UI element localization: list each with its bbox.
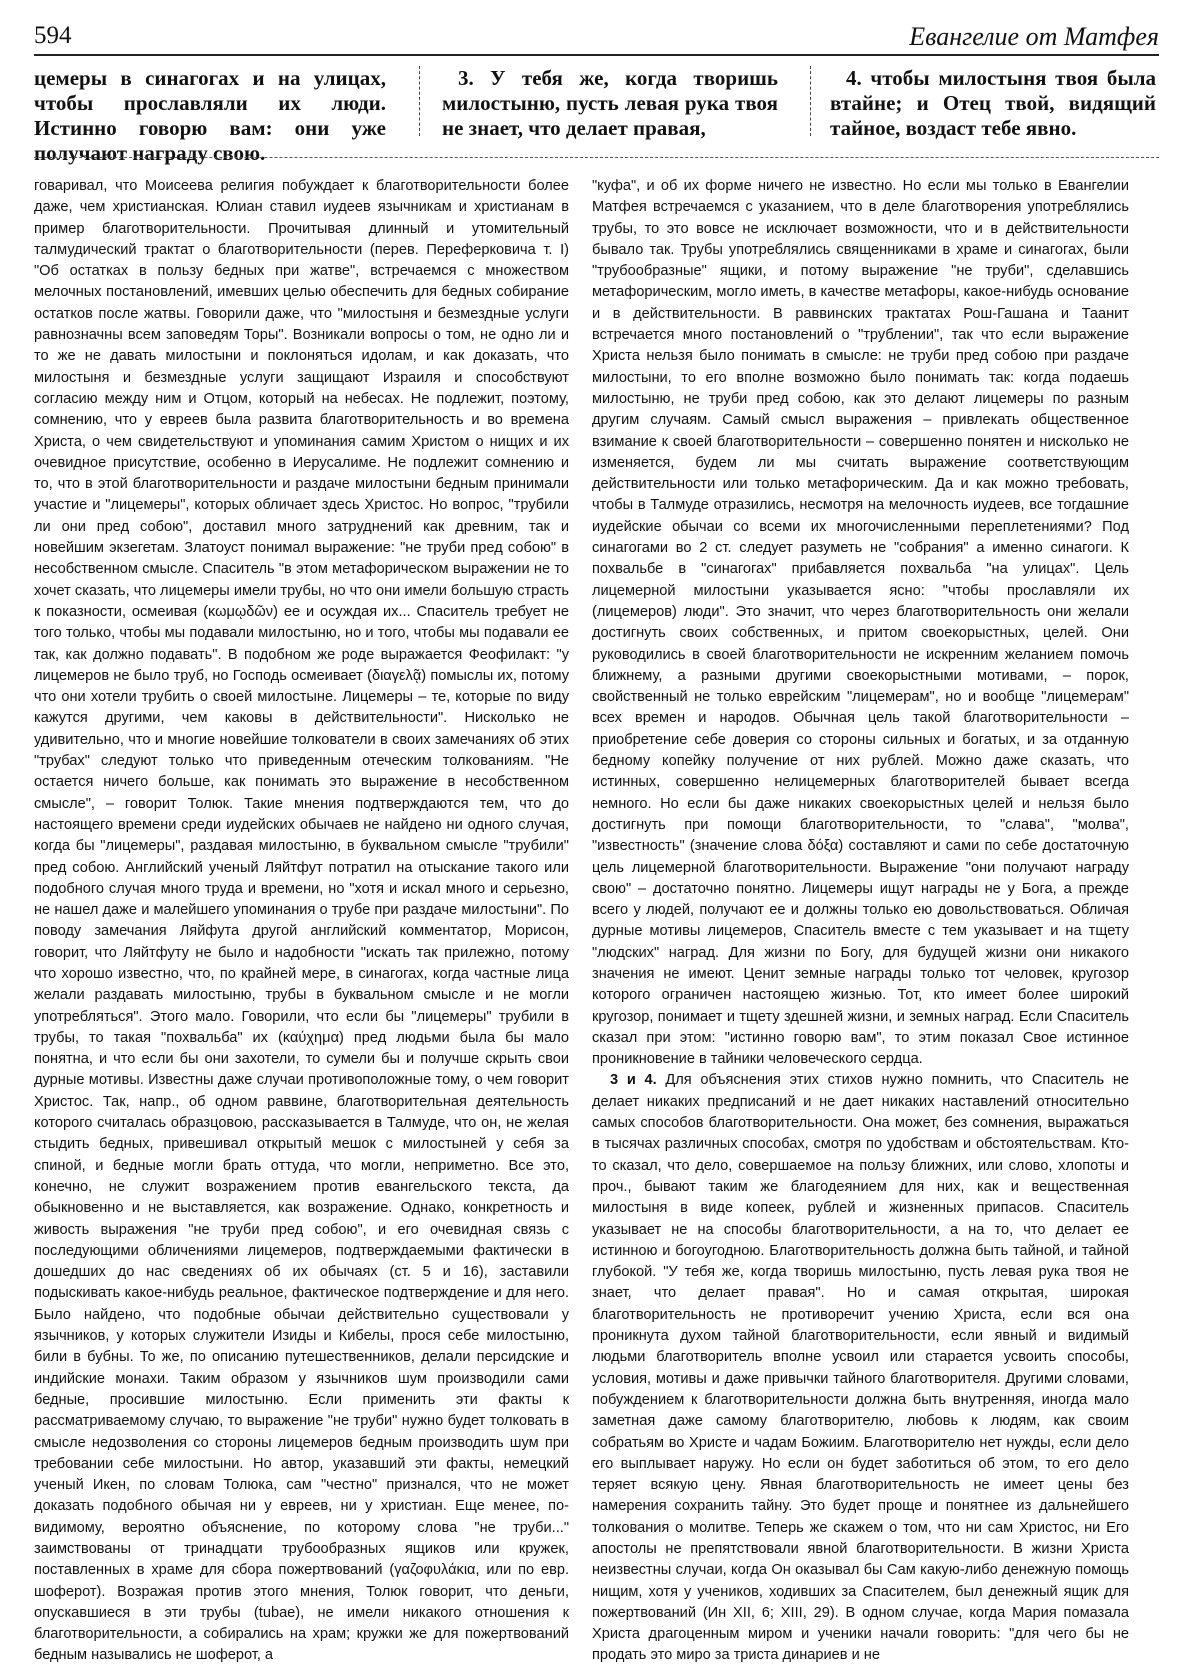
- verse-separator: [419, 66, 420, 136]
- commentary-paragraph: говаривал, что Моисеева религия побуждает к благотворительности более даже, чем христианская. Юлиан ставил иудеев язычникам и христианам в пример благотворительности. Прочитывая длинный и утомительный талмудический трактат о благотворительности (перев. Переферковича т. I) "Об остатках в пользу бедных при жатве", встречаемся с множеством мелочных постановлений, имевших целью обеспечить для бедных собирание остатков после жатвы. Говорили даже, что "милостыня и безмездные услуги равнозначны всем заповедям Торы". Возникали вопросы о том, не одно ли и то же не давать милостыни и поклоняться идолам, и как доказать, что милостыня и безмездные услуги защищают Израиля и способствуют согласию между ним и Отцом, который на небесах. Не подлежит, поэтому, сомнению, что у евреев была развита благотворительность и во времена Христа, о чем свидетельствуют и упоминания самим Христом о нищих и их очевидное присутствие, особенно в Иерусалиме. Не подлежит сомнению и то, что в этой благотворительности и раздаче милостыни бедным принимали участие и "лицемеры", которых обличает здесь Христос. Но вопрос, "трубили ли они пред собою", доставил много затруднений как древним, так и новейшим экзегетам. Златоуст понимал выражение: "не труби пред собою" в несобственном смысле. Спаситель "в этом метафорическом выражении не то хочет сказать, что лицемеры имели трубы, но что они имели большую страсть к показности, осмеивая (κωμῳδῶν) ее и осуждая их... Спаситель требует не того только, чтобы мы подавали милостыню, но и того, чтобы мы подавали ее так, как должно подавать". В подобном же роде выражается Феофилакт: "у лицемеров не было труб, но Господь осмеивает (διαγελᾷ) помыслы их, потому что они хотели трубить о своей милостыне. Лицемеры – те, которые по виду кажутся другими, чем каковы в действительности". Нисколько не удивительно, что и многие новейшие толкователи в своих замечаниях об этих "трубах" следуют только что приведенным отеческим толкованиям. "Не остается ничего больше, как понимать это выражение в несобственном смысле", – говорит Толюк. Такие мнения подтверждаются тем, что до настоящего времени среди иудейских обычаев не найдено ни одного случая, когда бы "лицемеры", раздавая милостыню, в буквальном смысле "трубили" пред собою. Английский ученый Ляйтфут потратил на отыскание такого или подобного случая много труда и времени, но "хотя и искал много и серьезно, не нашел даже и малейшего упоминания о трубе при раздаче милостыни". По поводу замечания Ляйфута другой английский комментатор, Морисон, говорит, что Ляйтфуту не было и надобности "искать так прилежно, потому что хорошо известно, что, по крайней мере, в синагогах, когда частные лица желали раздавать милостыню, трубы в буквальном смысле и не могли употребляться". Этого мало. Говорили, что если бы "лицемеры" трубили в трубы, то такая "похвальба" их (καύχημα) пред людьми была бы мало понятна, и что если бы они захотели, то сумели бы и получше скрыть свои дурные мотивы. Известны даже случаи противоположные тому, о чем говорит Христос. Так, напр., об одном раввине, благотворительная деятельность которого считалась образцовою, рассказывается в Талмуде, что он, не желая стыдить бедных, привешивал открытый мешок с милостыней у себя за спиной, и бедные могли брать оттуда, что могли, неприметно. Все это, конечно, не служит возражением против евангельского текста, да обыкновенно и не выставляется, как возражение. Однако, конкретность и живость выражения "не труби пред собою", и его очевидная связь с последующими обличениями лицемеров, подтверждаемыми фактически в дошедших до нас сведениях об их обычаях (ст. 5 и 16), заставили подыскивать какое-нибудь реальное, фактическое подтверждение и для него. Было найдено, что подобные обычаи действительно существовали у язычников, у которых служители Изиды и Кибелы, прося себе милостыню, били в бубны. То же, по описанию путешественников, делали персидские и индийские монахи. Таким образом у язычников шум производили сами бедные, просившие милостыню. Если применить эти факты к рассматриваемому случаю, то выражение "не труби" нужно будет толковать в смысле недозволения со стороны лицемеров бедным производить шум при требовании себе милостыни. Но автор, указавший эти факты, немецкий ученый Икен, по словам Толюка, сам "честно" признался, что не может доказать подобного обычая ни у евреев, ни у христиан. Еще менее, по-видимому, вероятно объяснение, по которому слова "не труби..." заимствованы от тринадцати трубообразных ящиков или кружек, поставленных в храме для сбора пожертвований (γαζοφυλάκια, или по евр. шоферот). Возражая против этого мнения, Толюк говорит, что деньги, опускавшиеся в эти трубы (tubae), не имели никакого отношения к благотворительности, а собирались на храм; кружки же для пожертвований бедным назывались не шоферот, а: [34, 178, 569, 1664]
- verse-reference: 3 и 4.: [610, 1072, 657, 1089]
- running-title: Евангелие от Матфея: [909, 22, 1159, 51]
- verse-3: 3. У тебя же, когда творишь милостыню, пусть левая рука твоя не знает, что делает правая,: [442, 66, 778, 140]
- commentary-paragraph: [592, 1070, 1129, 1666]
- verse-continuation: цемеры в синагогах и на улицах, чтобы прославляли их люди. Истинно говорю вам: они уже получают награду свою.: [34, 66, 386, 165]
- page-number: 594: [34, 22, 72, 49]
- section-divider: [34, 157, 1159, 158]
- commentary-left-column: [34, 176, 569, 1667]
- commentary-right-column: [592, 176, 1129, 1667]
- scripture-verses: [34, 66, 1159, 165]
- commentary-paragraph: "куфа", и об их форме ничего не известно. Но если мы только в Евангелии Матфея встречаемся с указанием, что в деле благотворения употреблялись трубы, то это вовсе не исключает возможности, что и в действительности бывало так. Трубы употреблялись священниками в храме и синагогах, были "трубообразные" ящики, и потому выражение "не труби", сделавшись метафорическим, могло иметь, в качестве метафоры, какое-нибудь основание и в действительности. В раввинских трактатах Рош-Гашана и Таанит встречается много постановлений о "трублении", так что если выражение Христа нельзя было понимать в смысле: не труби пред собою при раздаче милостыни, то его вполне возможно было понимать так: когда подаешь милостыню, не труби пред собою, как это делают лицемеры по разным другим случаям. Самый смысл выражения – привлекать общественное взимание к своей благотворительности – совершенно понятен и нисколько не изменяется, будем ли мы считать выражение соответствующим действительности или только метафорическим. Да и как можно требовать, чтобы в Талмуде отразились, несмотря на мелочность иудеев, все тогдашние иудейские обычаи со всеми их многочисленными переплетениями? Под синагогами во 2 ст. следует разуметь не "собрания" а именно синагоги. К похвальбе в "синагогах" прибавляется похвальба "на улицах". Цель лицемерной милостыни указывается ясно: "чтобы прославляли их (лицемеров) люди". Это значит, что через благотворительность они желали достигнуть своих собственных, и притом своекорыстных, целей. Они руководились в своей благотворительности не искренним желанием помочь ближнему, а разными другими своекорыстными мотивами, – порок, свойственный не только еврейским "лицемерам", но и вообще "лицемерам" всех времен и народов. Обычная цель такой благотворительности – приобретение себе доверия со стороны сильных и богатых, и за отданную бедному копейку получение от них рублей. Можно даже сказать, что истинных, совершенно нелицемерных благотворителей бывает всегда немного. Но если бы даже никаких своекорыстных целей и нельзя было достигнуть при помощи благотворительности, то "слава", "молва", "известность" (значение слова δόξα) составляют и сами по себе достаточную цель лицемерной благотворительности. Выражение "они получают награду свою" – достаточно понятно. Лицемеры ищут награды не у Бога, а прежде всего у людей, получают ее и должны только ею довольствоваться. Обличая дурные мотивы лицемеров, Спаситель вместе с тем указывает и на тщету "людских" наград. Для жизни по Богу, для будущей жизни они никакого значения не имеют. Ценит земные награды только тот человек, кругозор которого ограничен настоящею жизнью. Тот, кто имеет более широкий кругозор, понимает и тщету здешней жизни, и земных наград. Если Спаситель сказал при этом: "истинно говорю вам", то этим показал Свое истинное проникновение в тайники человеческого сердца.: [592, 178, 1129, 1068]
- verse-separator: [810, 66, 811, 136]
- verse-4: 4. чтобы милостыня твоя была втайне; и Отец твой, видящий тайное, воздаст тебе явно.: [830, 66, 1156, 140]
- page-header: [34, 18, 1159, 56]
- commentary-text: Для объяснения этих стихов нужно помнить, что Спаситель не делает никаких предписаний и не дает никаких наставлений относительно самых способов благотворительности. Она может, без сомнения, выражаться в тысячах различных способах, смотря по удобствам и обстоятельствам. Кто-то сказал, что дело, совершаемое на пользу ближних, или слово, хлопоты и проч., бывают таким же благодеянием для них, как и вещественная милостыня в виде копеек, рублей и жизненных припасов. Спаситель указывает не на способы благотворительности, а на то, что делает ее истинною и богоугодною. Благотворительность должна быть тайной, и тайной глубокой. "У тебя же, когда творишь милостыню, пусть левая рука твоя не знает, что делает правая". Но и самая открытая, широкая благотворительность не противоречит учению Христа, если вся она проникнута духом тайной благотворительности, если явный и видимый людьми благотворитель вполне усвоил или старается усвоить способы, условия, мотивы и даже привычки тайного благотворителя. Другими словами, побуждением к благотворительности должна быть внутренняя, иногда мало заметная даже самому благотворителю, любовь к людям, как своим собратьям во Христе и чадам Божиим. Благотворителю нет нужды, если дело его выплывает наружу. Но если он будет заботиться об этом, то его дело теряет всякую цену. Явная благотворительность не имеет цены без намерения сохранить тайну. Это будет проще и понятнее из дальнейшего толкования о молитве. Теперь же скажем о том, что ни сам Христос, ни Его апостолы не препятствовали явной благотворительности. В жизни Христа неизвестны случаи, когда Он оказывал бы Сам какую-либо денежную помощь нищим, хотя у учеников, ходивших за Спасителем, был денежный ящик для пожертвований (Ин XII, 6; XIII, 29). В одном случае, когда Мария помазала Христа драгоценным миром и ученики начали говорить: "для чего бы не продать это миро за триста динариев и не: [592, 1072, 1129, 1664]
